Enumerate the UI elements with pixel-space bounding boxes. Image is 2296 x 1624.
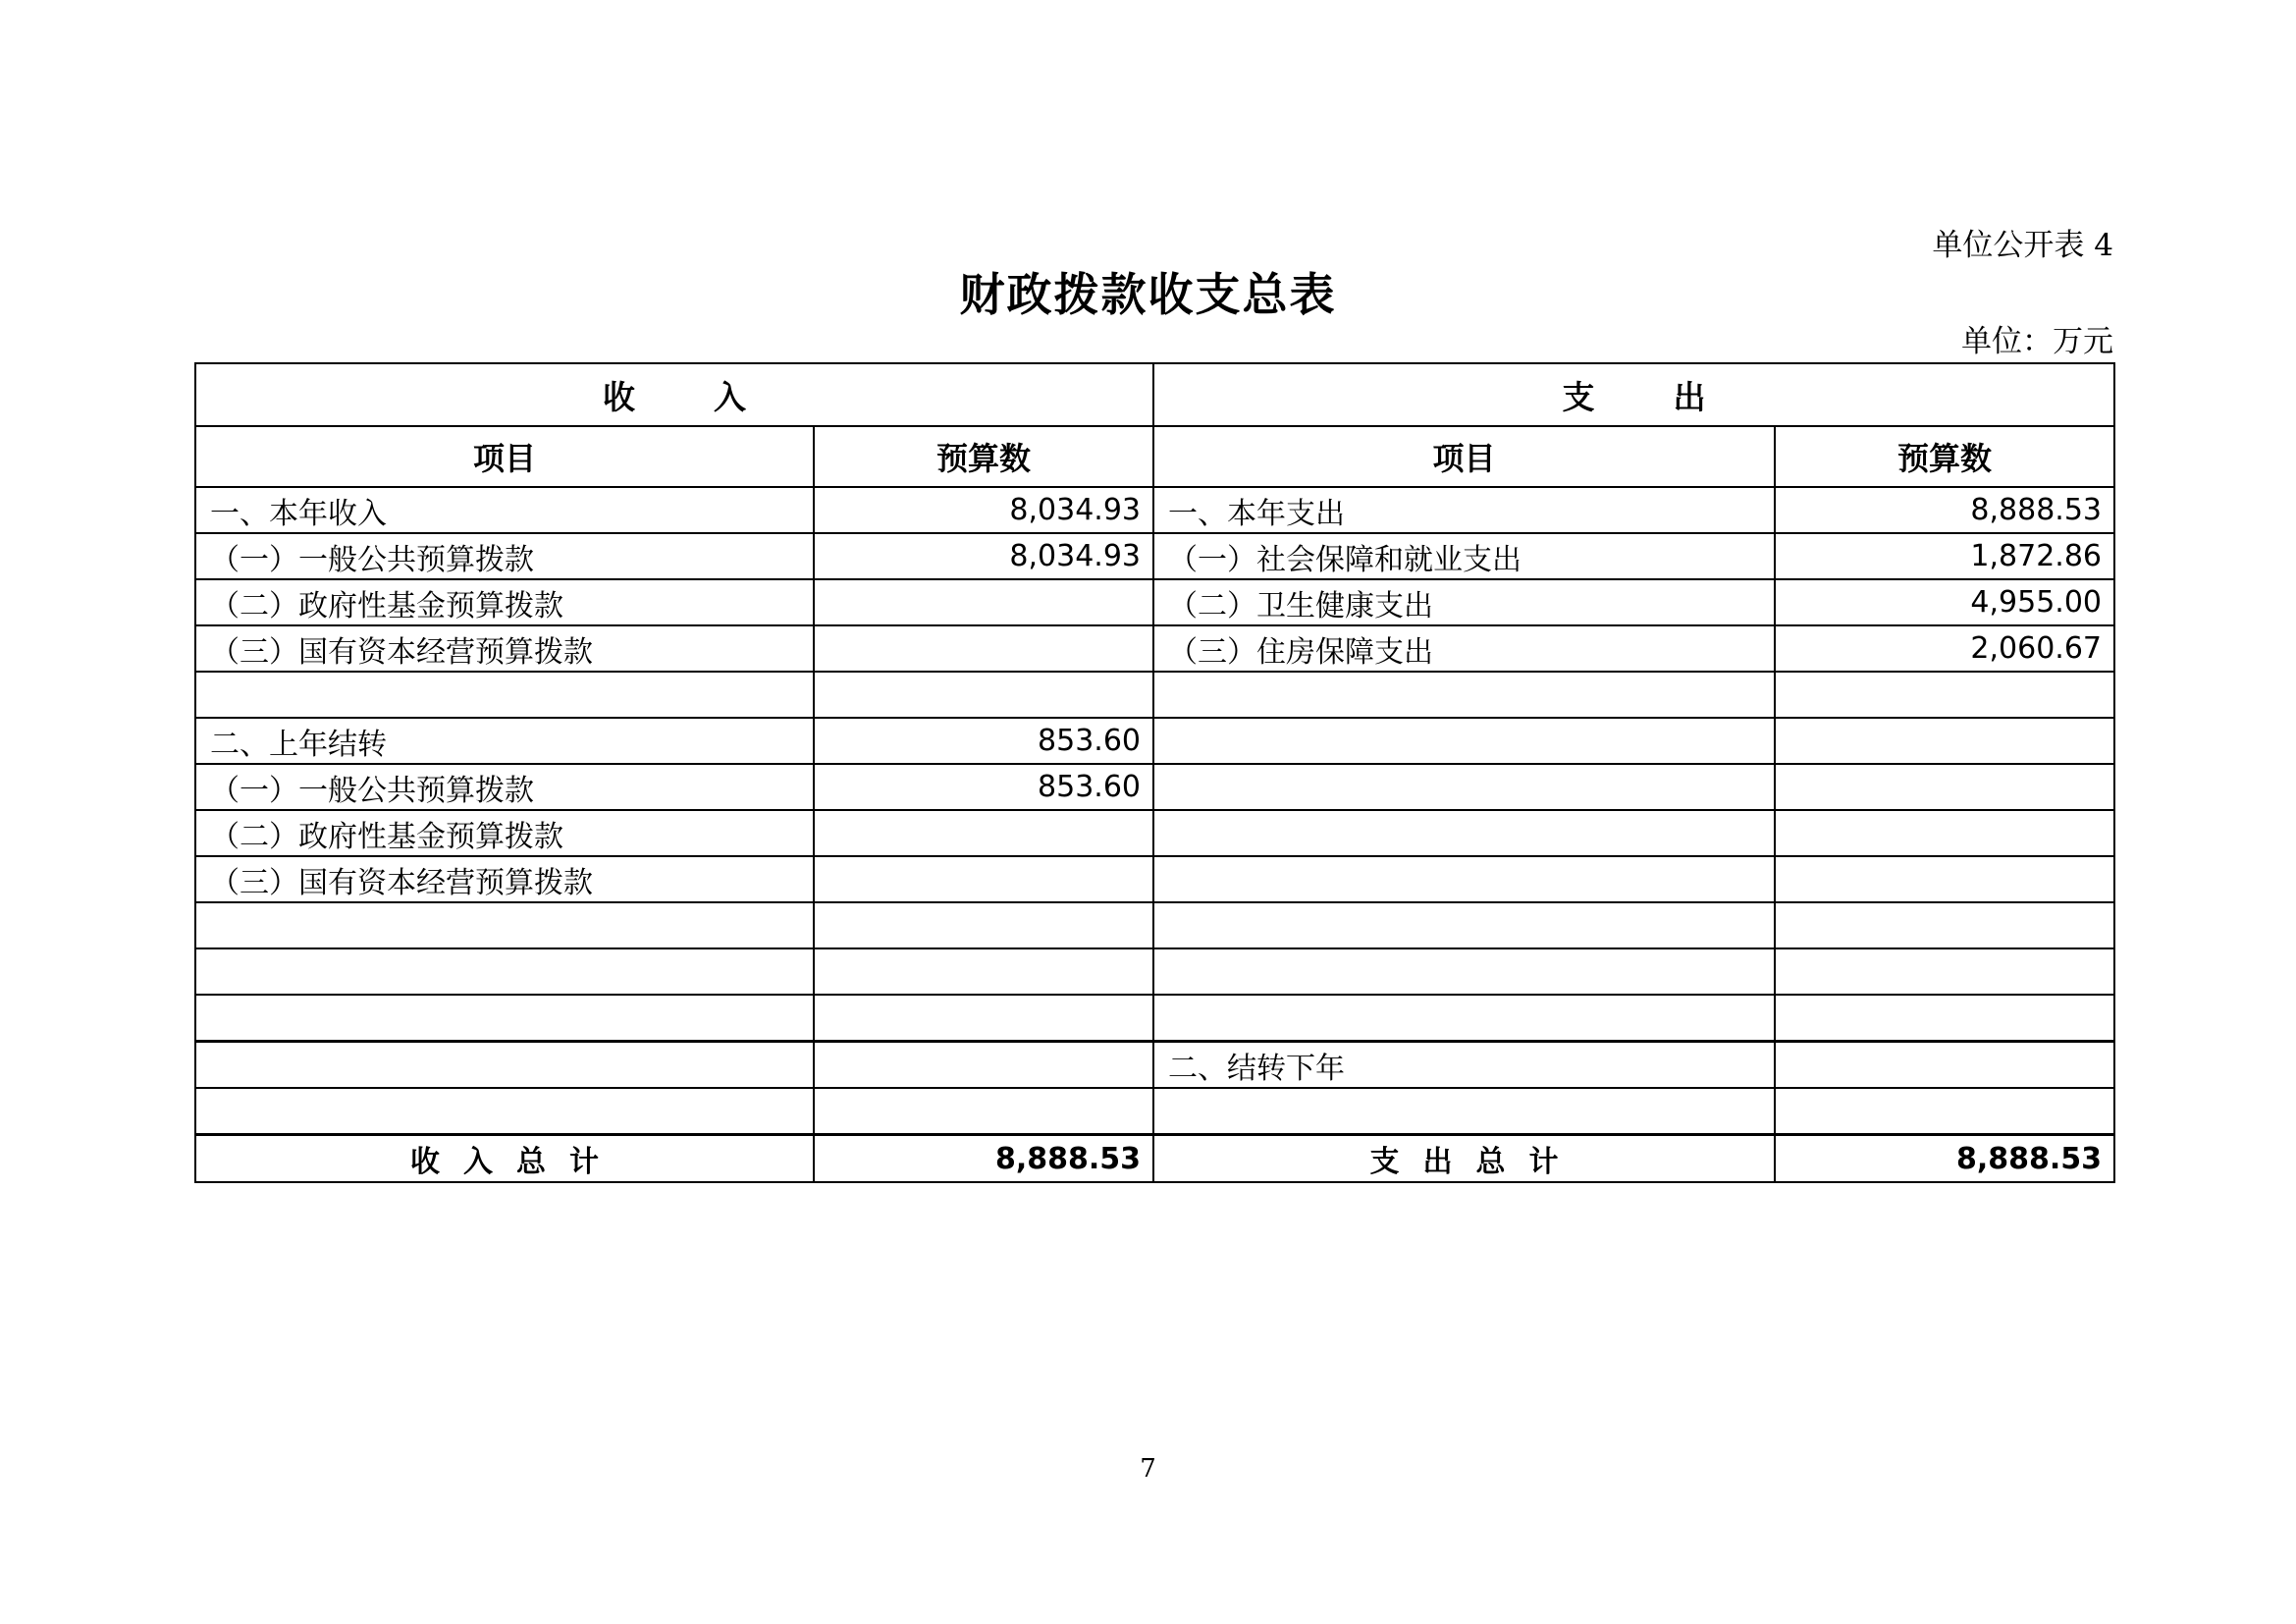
expense-item: （一）社会保障和就业支出: [1153, 533, 1775, 579]
expense-item: （三）住房保障支出: [1153, 625, 1775, 672]
expense-value: [1775, 902, 2114, 948]
income-value: [814, 810, 1153, 856]
income-value: [814, 948, 1153, 995]
expense-item: [1153, 672, 1775, 718]
income-item: [195, 1042, 814, 1089]
income-value: 8,034.93: [814, 487, 1153, 533]
expense-value: [1775, 718, 2114, 764]
income-item: [195, 1088, 814, 1135]
income-budget-header: 预算数: [814, 426, 1153, 487]
table-row: [195, 1042, 2114, 1089]
total-expense-value: 8,888.53: [1775, 1135, 2114, 1183]
expense-value: 8,888.53: [1775, 487, 2114, 533]
income-value: [814, 579, 1153, 625]
income-value: 8,034.93: [814, 533, 1153, 579]
income-value: [814, 625, 1153, 672]
expense-item: [1153, 810, 1775, 856]
table-row: [195, 533, 2114, 579]
expense-heading: 支出: [1153, 363, 2114, 426]
income-value: [814, 902, 1153, 948]
expense-item: [1153, 995, 1775, 1042]
table-row: [195, 579, 2114, 625]
expense-item: [1153, 1088, 1775, 1135]
expense-value: [1775, 995, 2114, 1042]
expense-item: [1153, 902, 1775, 948]
income-value: [814, 856, 1153, 902]
expense-value: 1,872.86: [1775, 533, 2114, 579]
table-row: [195, 487, 2114, 533]
income-item: （二）政府性基金预算拨款: [195, 810, 814, 856]
table-row: [195, 995, 2114, 1042]
unit-label: 单位：万元: [1961, 324, 2113, 359]
expense-item: [1153, 948, 1775, 995]
expense-value: [1775, 764, 2114, 810]
expense-value: [1775, 672, 2114, 718]
income-item: （二）政府性基金预算拨款: [195, 579, 814, 625]
income-item: 二、上年结转: [195, 718, 814, 764]
expense-item: （二）卫生健康支出: [1153, 579, 1775, 625]
expense-item: [1153, 718, 1775, 764]
income-item: [195, 948, 814, 995]
income-item: 一、本年收入: [195, 487, 814, 533]
expense-item: [1153, 764, 1775, 810]
table-row: [195, 672, 2114, 718]
income-value: 853.60: [814, 764, 1153, 810]
budget-table: [194, 362, 2115, 1183]
income-value: [814, 1088, 1153, 1135]
income-item: [195, 672, 814, 718]
income-heading: 收入: [195, 363, 1153, 426]
expense-value: [1775, 810, 2114, 856]
column-header-row: [195, 426, 2114, 487]
table-row: [195, 902, 2114, 948]
expense-value: 2,060.67: [1775, 625, 2114, 672]
form-number: 单位公开表 4: [1932, 228, 2113, 263]
expense-budget-header: 预算数: [1775, 426, 2114, 487]
table-row: [195, 810, 2114, 856]
income-value: [814, 1042, 1153, 1089]
expense-value: [1775, 1042, 2114, 1089]
table-row: [195, 1088, 2114, 1135]
section-header-row: [195, 363, 2114, 426]
income-item: （一）一般公共预算拨款: [195, 764, 814, 810]
expense-item: [1153, 856, 1775, 902]
income-value: [814, 995, 1153, 1042]
income-item: [195, 902, 814, 948]
total-income-label: 收入总计: [195, 1135, 814, 1183]
expense-value: 4,955.00: [1775, 579, 2114, 625]
income-item: （三）国有资本经营预算拨款: [195, 625, 814, 672]
expense-item-header: 项目: [1153, 426, 1775, 487]
income-item-header: 项目: [195, 426, 814, 487]
table-row: [195, 948, 2114, 995]
total-expense-label: 支出总计: [1153, 1135, 1775, 1183]
table-row: [195, 856, 2114, 902]
income-value: [814, 672, 1153, 718]
income-item: （三）国有资本经营预算拨款: [195, 856, 814, 902]
expense-value: [1775, 948, 2114, 995]
table-row: [195, 718, 2114, 764]
income-value: 853.60: [814, 718, 1153, 764]
total-income-value: 8,888.53: [814, 1135, 1153, 1183]
table-row: [195, 764, 2114, 810]
income-item: （一）一般公共预算拨款: [195, 533, 814, 579]
expense-value: [1775, 856, 2114, 902]
expense-item: 一、本年支出: [1153, 487, 1775, 533]
page-title: 财政拨款收支总表: [959, 268, 1337, 321]
table-row: [195, 625, 2114, 672]
total-row: [195, 1135, 2114, 1183]
expense-item: 二、结转下年: [1153, 1042, 1775, 1089]
page-number: 7: [1140, 1454, 1156, 1484]
income-item: [195, 995, 814, 1042]
expense-value: [1775, 1088, 2114, 1135]
